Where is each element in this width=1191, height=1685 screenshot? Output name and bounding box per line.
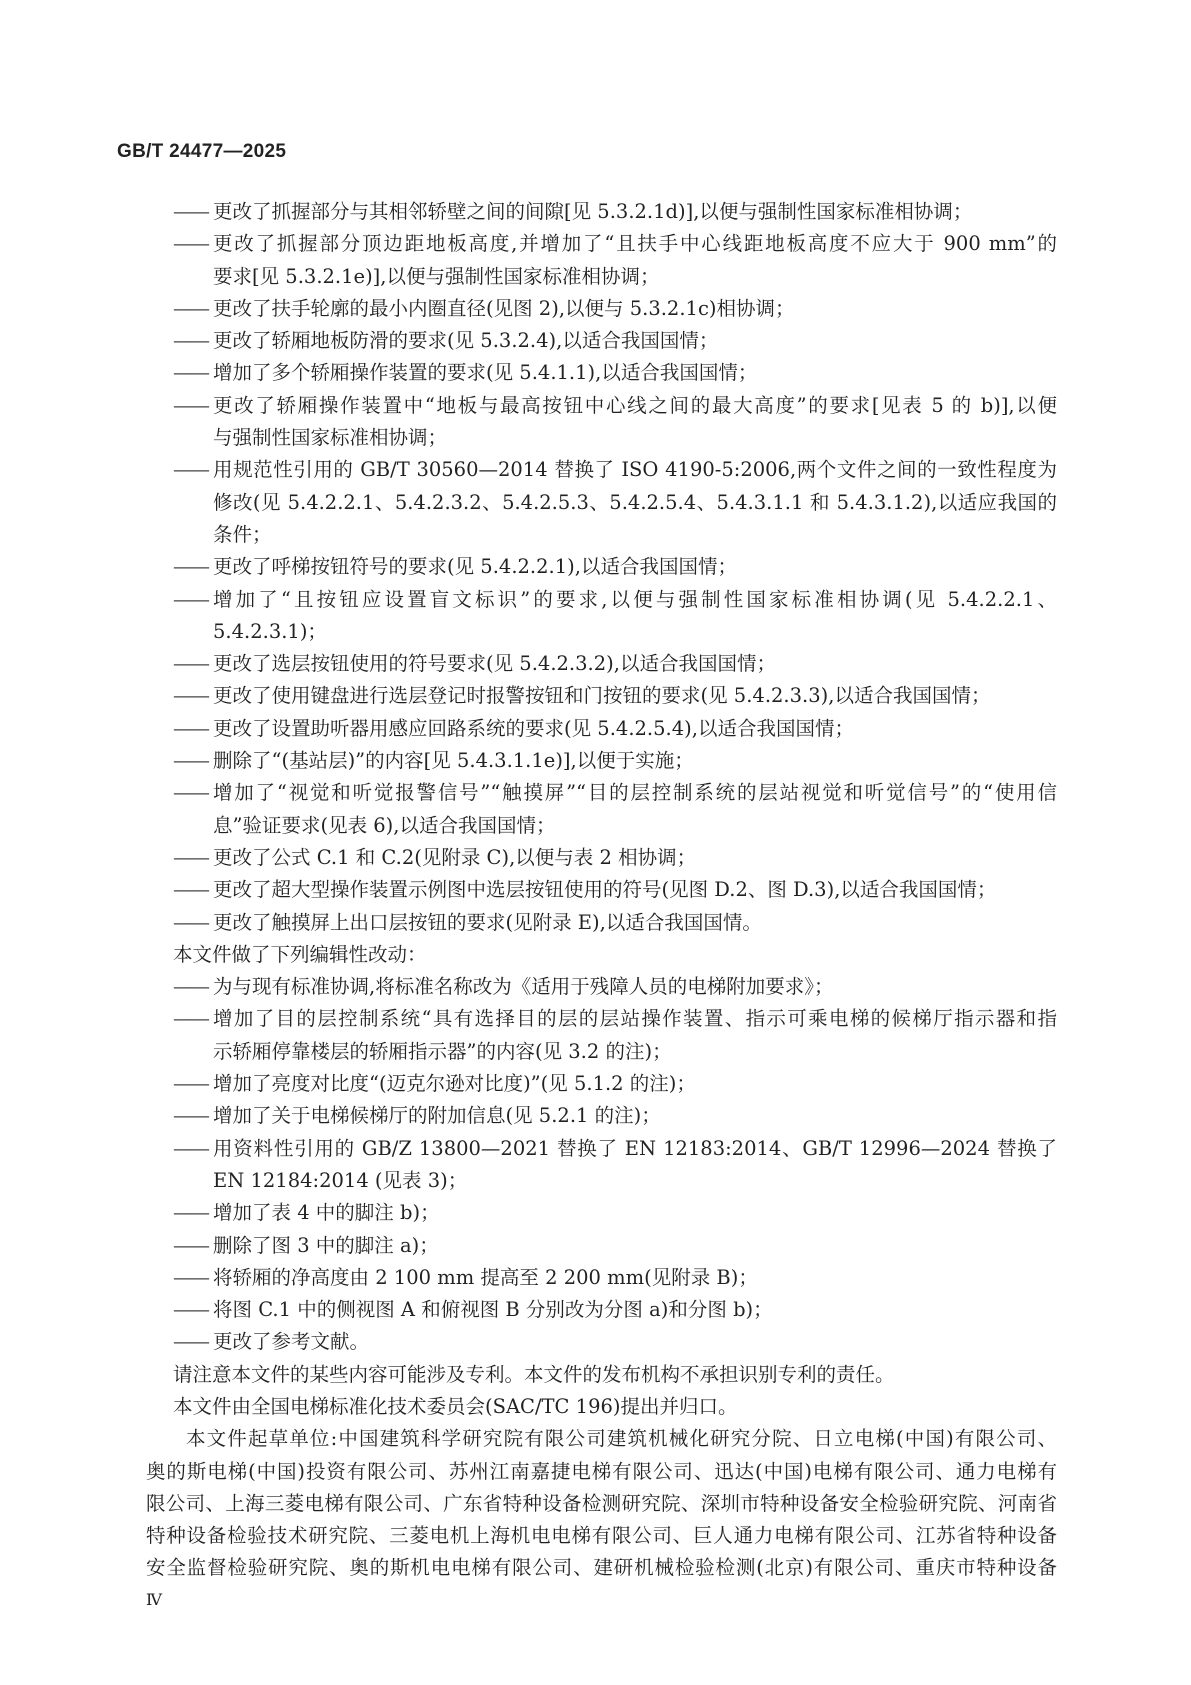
list-item xyxy=(146,971,1057,1003)
list-item xyxy=(146,1326,1057,1358)
list-dash-marker: —— xyxy=(173,1330,208,1354)
foreword-content xyxy=(146,196,1057,1585)
list-dash-marker: —— xyxy=(173,1136,208,1160)
list-item xyxy=(146,1294,1057,1326)
text-line: EN 12184:2014 (见表 3)； xyxy=(213,1168,468,1192)
text-line: 增加了“视觉和听觉报警信号”“触摸屏”“目的层控制系统的层站视觉和听觉信号”的“使用信 xyxy=(213,781,1057,805)
paragraph xyxy=(146,939,1057,971)
list-item xyxy=(146,907,1057,939)
text-line: 更改了抓握部分与其相邻轿壁之间的间隙[见 5.3.2.1d)],以便与强制性国家标准相协调； xyxy=(213,200,973,223)
list-dash-marker: —— xyxy=(173,652,208,676)
text-line: 更改了超大型操作装置示例图中选层按钮使用的符号(见图 D.2、图 D.3),以适合我国国情； xyxy=(213,878,997,902)
list-dash-marker: —— xyxy=(173,329,208,353)
list-dash-marker: —— xyxy=(173,1233,208,1257)
list-item xyxy=(146,325,1057,357)
list-item xyxy=(146,584,1057,649)
text-line: 更改了选层按钮使用的符号要求(见 5.4.2.3.2),以适合我国国情； xyxy=(213,652,776,676)
list-dash-marker: —— xyxy=(173,749,208,773)
list-item xyxy=(146,357,1057,389)
list-item xyxy=(146,1003,1057,1068)
list-dash-marker: —— xyxy=(173,458,208,482)
text-line: 奥的斯电梯(中国)投资有限公司、苏州江南嘉捷电梯有限公司、迅达(中国)电梯有限公司、通力电梯有 xyxy=(146,1459,1057,1483)
text-line: 更改了轿厢地板防滑的要求(见 5.3.2.4),以适合我国国情； xyxy=(213,329,719,353)
list-item xyxy=(146,745,1057,777)
text-line: 增加了关于电梯候梯厅的附加信息(见 5.2.1 的注)； xyxy=(213,1104,661,1128)
list-item xyxy=(146,648,1057,680)
list-dash-marker: —— xyxy=(173,1007,208,1031)
text-line: 增加了“且按钮应设置盲文标识”的要求,以便与强制性国家标准相协调(见 5.4.2.2.1、 xyxy=(213,587,1057,611)
list-item xyxy=(146,228,1057,293)
list-item xyxy=(146,293,1057,325)
list-dash-marker: —— xyxy=(173,361,208,385)
list-item xyxy=(146,1100,1057,1132)
text-line: 更改了轿厢操作装置中“地板与最高按钮中心线之间的最大高度”的要求[见表 5 的 b)],以便 xyxy=(213,393,1057,417)
text-line: 安全监督检验研究院、奥的斯机电电梯有限公司、建研机械检验检测(北京)有限公司、重庆市特种设备 xyxy=(146,1556,1057,1580)
text-line: 将图 C.1 中的侧视图 A 和俯视图 B 分别改为分图 a)和分图 b)； xyxy=(213,1298,773,1322)
text-line: 更改了触摸屏上出口层按钮的要求(见附录 E),以适合我国国情。 xyxy=(213,910,762,934)
list-item xyxy=(146,196,1057,228)
text-line: 增加了目的层控制系统“具有选择目的层的层站操作装置、指示可乘电梯的候梯厅指示器和指 xyxy=(213,1007,1057,1031)
list-dash-marker: —— xyxy=(173,845,208,869)
list-item xyxy=(146,1133,1057,1198)
text-line: 更改了参考文献。 xyxy=(213,1330,370,1354)
list-dash-marker: —— xyxy=(173,393,208,417)
text-line: 将轿厢的净高度由 2 100 mm 提高至 2 200 mm(见附录 B)； xyxy=(213,1265,758,1289)
paragraph xyxy=(146,1423,1057,1584)
list-item xyxy=(146,874,1057,906)
list-dash-marker: —— xyxy=(173,1298,208,1322)
list-item xyxy=(146,454,1057,551)
list-item xyxy=(146,713,1057,745)
list-dash-marker: —— xyxy=(173,975,208,999)
page-number: Ⅳ xyxy=(146,1590,162,1609)
text-line: 更改了使用键盘进行选层登记时报警按钮和门按钮的要求(见 5.4.2.3.3),以适合我国国情； xyxy=(213,684,991,708)
text-line: 更改了公式 C.1 和 C.2(见附录 C),以便与表 2 相协调； xyxy=(213,845,697,869)
list-item xyxy=(146,1068,1057,1100)
list-dash-marker: —— xyxy=(173,587,208,611)
list-dash-marker: —— xyxy=(173,910,208,934)
text-line: 特种设备检验技术研究院、三菱电机上海机电电梯有限公司、巨人通力电梯有限公司、江苏省特种设备 xyxy=(146,1524,1057,1548)
text-line: 更改了呼梯按钮符号的要求(见 5.4.2.2.1),以适合我国国情； xyxy=(213,555,737,579)
list-dash-marker: —— xyxy=(173,781,208,805)
document-code-header: GB/T 24477—2025 xyxy=(117,141,287,162)
text-line: 本文件起草单位:中国建筑科学研究院有限公司建筑机械化研究分院、日立电梯(中国)有限公司、 xyxy=(186,1427,1057,1451)
paragraph xyxy=(146,1359,1057,1391)
text-line: 要求[见 5.3.2.1e)],以便与强制性国家标准相协调； xyxy=(213,264,660,288)
text-line: 用规范性引用的 GB/T 30560—2014 替换了 ISO 4190-5:2006,两个文件之间的一致性程度为 xyxy=(213,458,1057,482)
text-line: 删除了“(基站层)”的内容[见 5.4.3.1.1e)],以便于实施； xyxy=(213,749,694,773)
text-line: 更改了设置助听器用感应回路系统的要求(见 5.4.2.5.4),以适合我国国情； xyxy=(213,716,854,740)
list-dash-marker: —— xyxy=(173,1072,208,1096)
list-dash-marker: —— xyxy=(173,232,208,256)
paragraph xyxy=(146,1391,1057,1423)
list-dash-marker: —— xyxy=(173,1104,208,1128)
text-line: 增加了表 4 中的脚注 b)； xyxy=(213,1201,440,1225)
text-line: 增加了亮度对比度“(迈克尔逊对比度)”(见 5.1.2 的注)； xyxy=(213,1072,696,1096)
text-line: 为与现有标准协调,将标准名称改为《适用于残障人员的电梯附加要求》； xyxy=(213,975,834,999)
text-line: 5.4.2.3.1)； xyxy=(213,619,327,643)
list-dash-marker: —— xyxy=(173,716,208,740)
list-dash-marker: —— xyxy=(173,684,208,708)
text-line: 删除了图 3 中的脚注 a)； xyxy=(213,1233,439,1257)
text-line: 条件； xyxy=(213,522,272,546)
text-line: 请注意本文件的某些内容可能涉及专利。本文件的发布机构不承担识别专利的责任。 xyxy=(173,1362,895,1386)
text-line: 用资料性引用的 GB/Z 13800—2021 替换了 EN 12183:2014、GB/T 12996—2024 替换了 xyxy=(213,1136,1057,1160)
list-item xyxy=(146,551,1057,583)
text-line: 限公司、上海三菱电梯有限公司、广东省特种设备检测研究院、深圳市特种设备安全检验研究院、河南省 xyxy=(146,1491,1057,1515)
list-item xyxy=(146,777,1057,842)
text-line: 本文件由全国电梯标准化技术委员会(SAC/TC 196)提出并归口。 xyxy=(173,1394,738,1418)
list-item xyxy=(146,1197,1057,1229)
list-item xyxy=(146,1230,1057,1262)
text-line: 修改(见 5.4.2.2.1、5.4.2.3.2、5.4.2.5.3、5.4.2.5.4、5.4.3.1.1 和 5.4.3.1.2),以适应我国的 xyxy=(213,490,1057,514)
list-dash-marker: —— xyxy=(173,200,208,223)
list-item xyxy=(146,1262,1057,1294)
text-line: 更改了扶手轮廓的最小内圈直径(见图 2),以便与 5.3.2.1c)相协调； xyxy=(213,296,795,320)
text-line: 本文件做了下列编辑性改动： xyxy=(173,942,427,966)
text-line: 息”验证要求(见表 6),以适合我国国情； xyxy=(213,813,556,837)
list-item xyxy=(146,390,1057,455)
text-line: 增加了多个轿厢操作装置的要求(见 5.4.1.1),以适合我国国情； xyxy=(213,361,758,385)
list-item xyxy=(146,680,1057,712)
list-dash-marker: —— xyxy=(173,878,208,902)
list-dash-marker: —— xyxy=(173,296,208,320)
list-dash-marker: —— xyxy=(173,1265,208,1289)
list-dash-marker: —— xyxy=(173,1201,208,1225)
list-dash-marker: —— xyxy=(173,555,208,579)
text-line: 与强制性国家标准相协调； xyxy=(213,426,448,450)
list-item xyxy=(146,842,1057,874)
text-line: 更改了抓握部分顶边距地板高度,并增加了“且扶手中心线距地板高度不应大于 900 mm”的 xyxy=(213,232,1057,256)
text-line: 示轿厢停靠楼层的轿厢指示器”的内容(见 3.2 的注)； xyxy=(213,1039,672,1063)
